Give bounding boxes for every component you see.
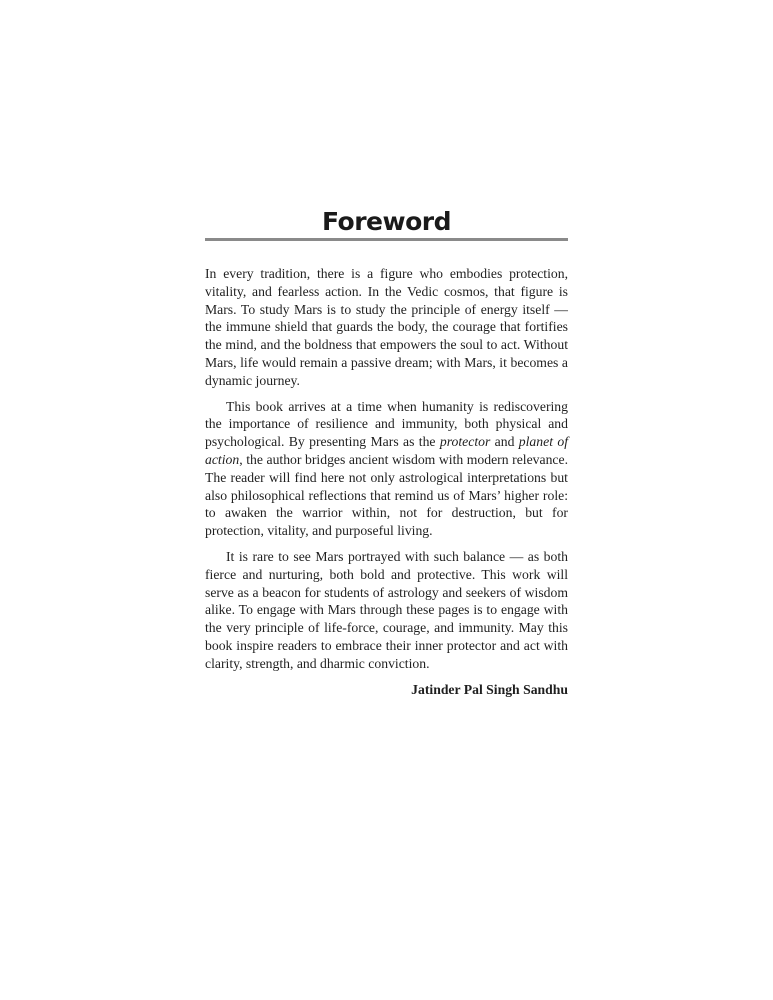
paragraph-2-text-a: This book arrives at a time when humanity is rediscovering the importance of resilience and immunity, both physical and psychological. By presenting Mars as the <box>205 398 568 450</box>
foreword-body <box>205 265 568 698</box>
emphasis-planet-of-action: planet of action <box>205 434 568 467</box>
author-signature: Jatinder Pal Singh Sandhu <box>411 681 568 697</box>
title-underline-rule <box>205 238 568 241</box>
paragraph-3: It is rare to see Mars portrayed with such balance — as both fierce and nurturing, both bold and protective. This work will serve as a beacon for students of astrology and seekers of wisdom alike. To engage with Mars through these pages is to engage with the very principle of life-force, courage, and immunity. May this book inspire readers to embrace their inner protector and act with clarity, strength, and dharmic conviction. <box>205 548 568 671</box>
emphasis-protector: protector <box>439 434 491 450</box>
page-title: Foreword <box>321 207 452 236</box>
paragraph-1: In every tradition, there is a figure who embodies protection, vitality, and fearless action. In the Vedic cosmos, that figure is Mars. To study Mars is to study the principle of energy itself — the immune shield that guards the body, the courage that fortifies the mind, and the boldness that empowers the soul to act. Without Mars, life would remain a passive dream; with Mars, it becomes a dynamic journey. <box>205 266 568 388</box>
paragraph-2-text-c: , the author bridges ancient wisdom with modern relevance. The reader will find here not only astrological interpretations but also philosophical reflections that remind us of Mars’ higher role: to awaken the warrior within, not for destruction, but for protection, vitality, and purposeful living. <box>205 451 568 539</box>
paragraph-2-text-b: and <box>490 434 519 450</box>
paragraph-2 <box>205 398 568 540</box>
